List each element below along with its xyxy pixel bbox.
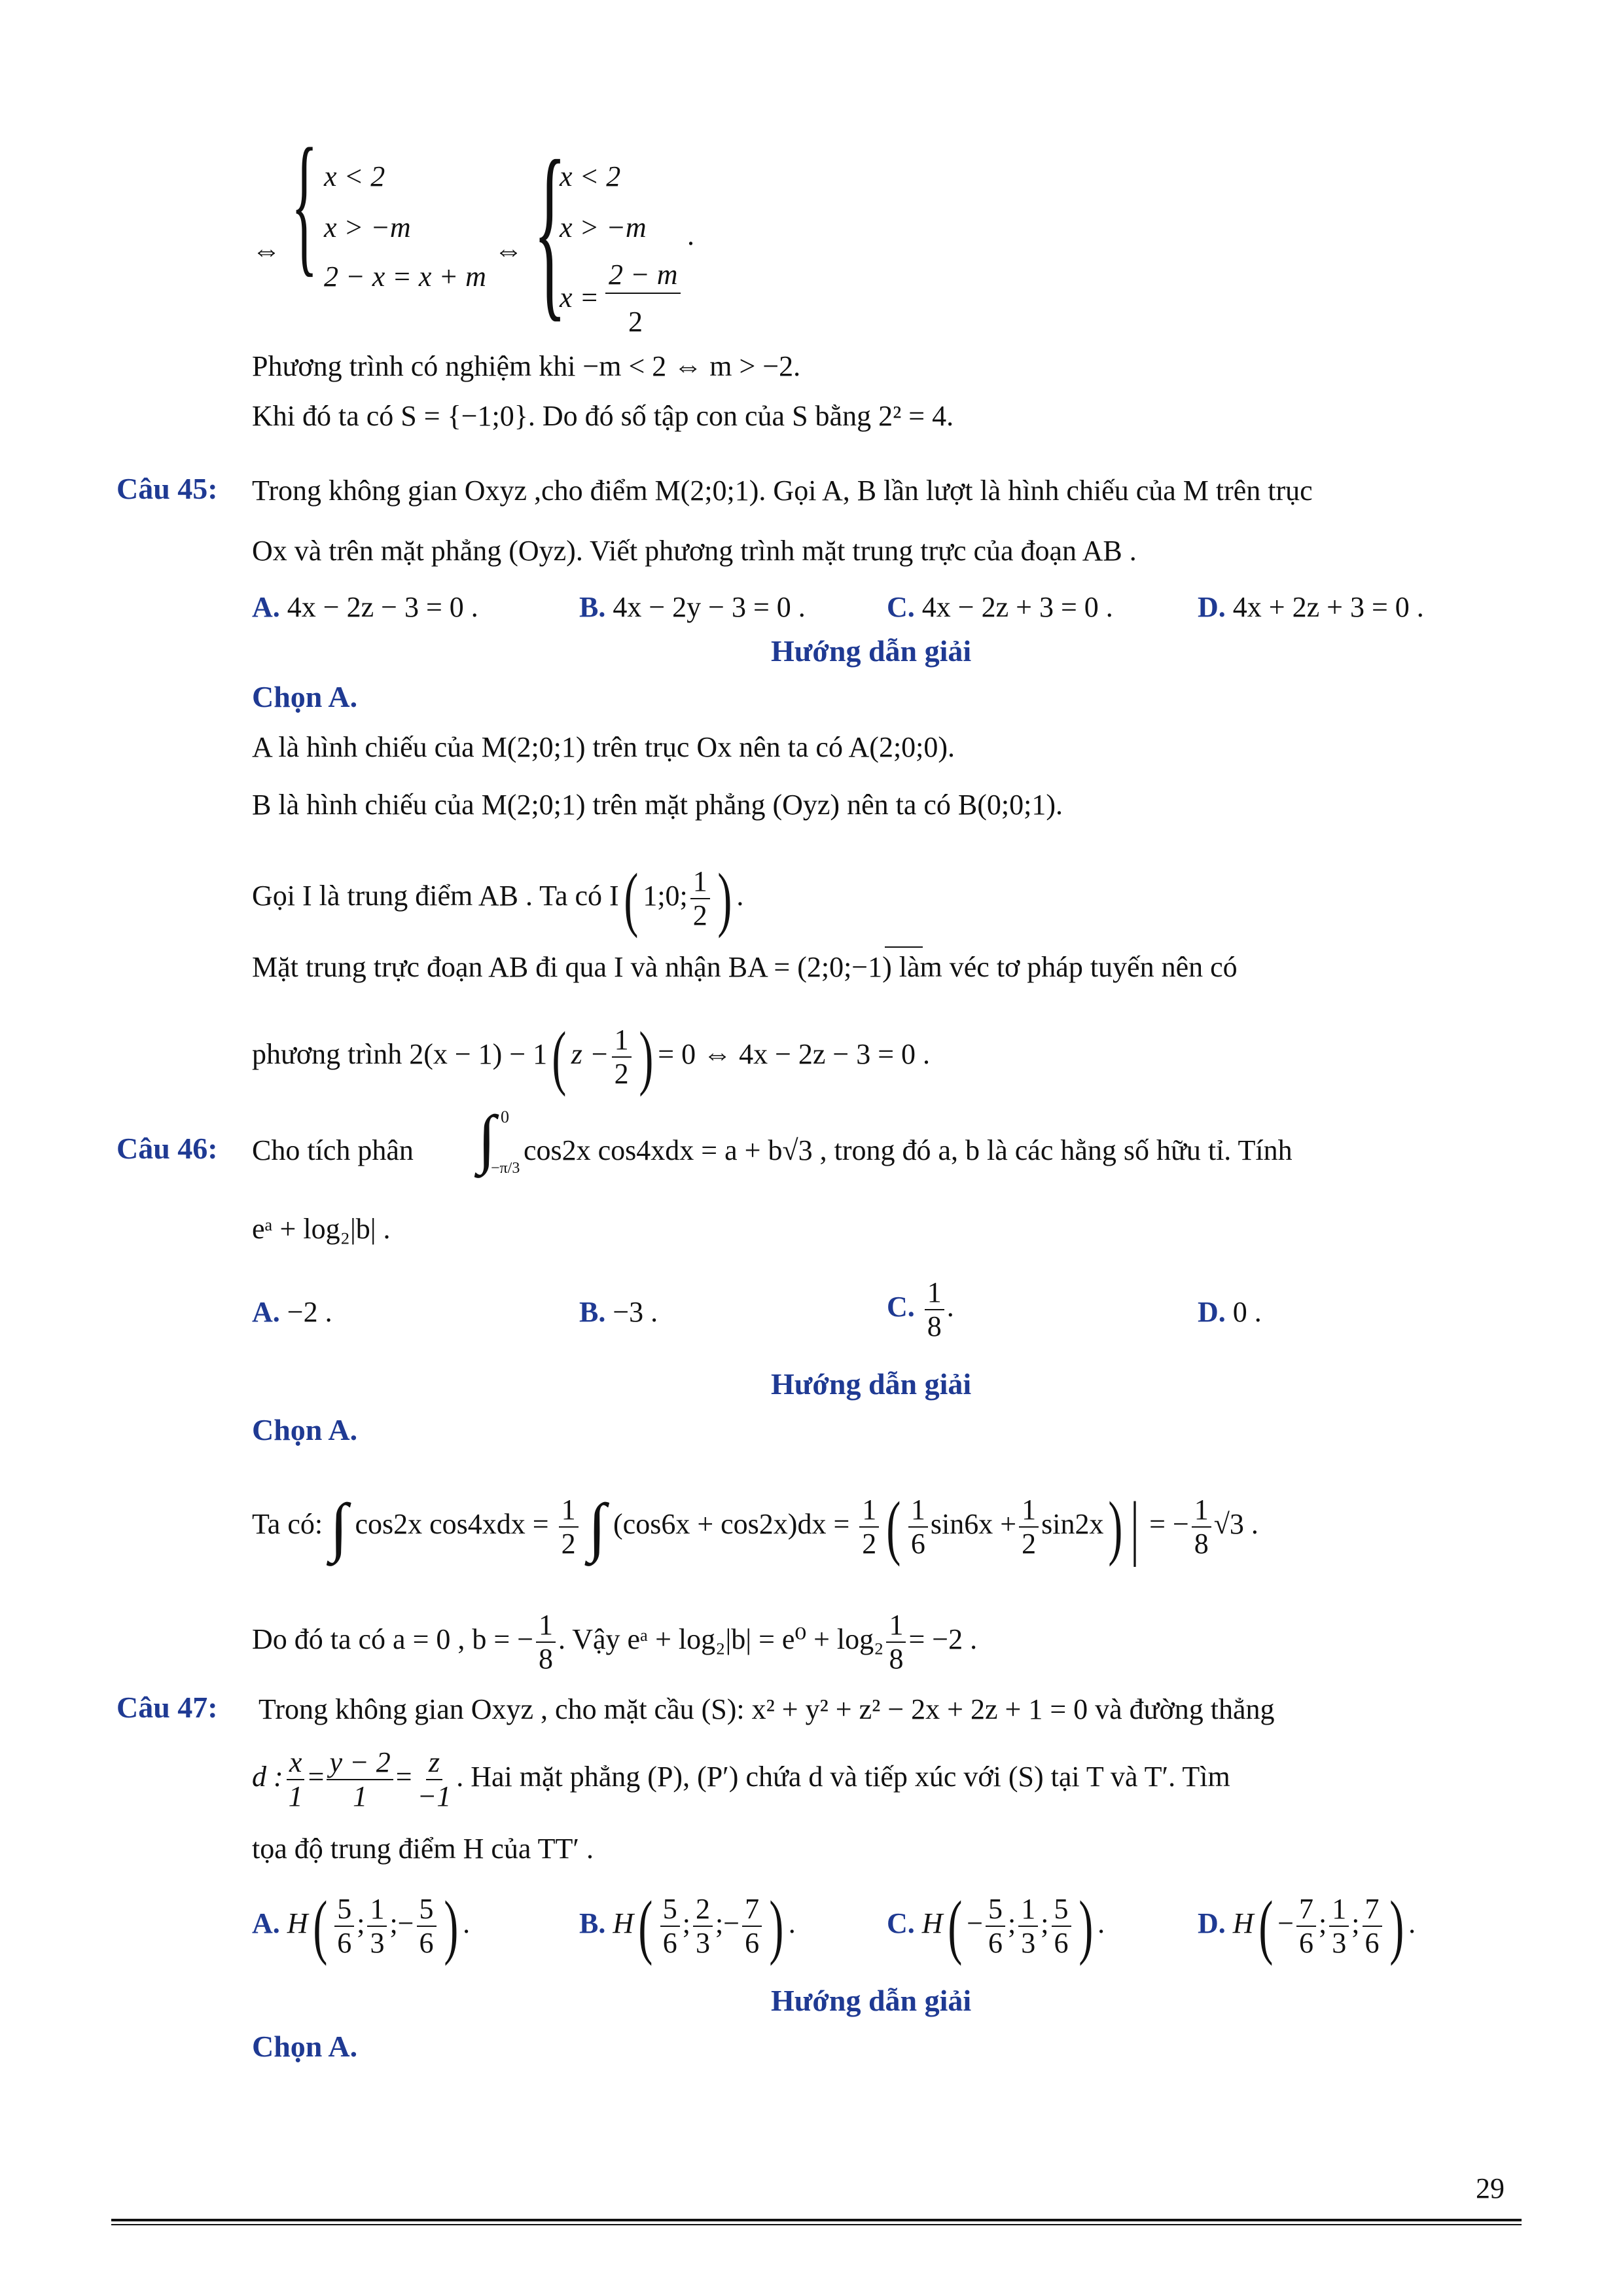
q47-solution-heading: Hướng dẫn giải [771,1984,972,2017]
question-45-text-line2: Ox và trên mặt phẳng (Oyz). Viết phương trình mặt trung trực của đoạn AB . [252,535,1137,567]
question-47-label: Câu 47: [116,1691,218,1724]
question-46-text-b: cos2x cos4xdx = a + b√3 , trong đó a, b là các hằng số hữu tỉ. Tính [524,1134,1293,1166]
q46-option-b: B. −3 . [579,1296,658,1328]
q46-solution-line1: Ta có: ∫ cos2x cos4xdx = $\frac{1}{2}$ ∫ (cos6x + cos2x)dx = $\frac{1}{2}$ ( $\frac{1}{6}$ sin6x + $\frac{1}{2}$ sin2x) | = − $\frac{1}{8}$ √3 . [252,1487,1258,1567]
q46-option-c: C. $\frac{1}{8}$ . [887,1276,954,1342]
footer-rule-thin [111,2224,1522,2225]
integral-lower-1: −π/3 [491,1160,520,1177]
q46-option-d: D. 0 . [1198,1296,1262,1328]
question-47-text-line3: tọa độ trung điểm H của TT′ . [252,1833,594,1865]
question-46-text-line2: eᵃ + log₂|b| . [252,1213,391,1245]
q46-choice: Chọn A. [252,1413,358,1446]
q46-option-a: A. −2 . [252,1296,332,1328]
q45-solution-line1: A là hình chiếu của M(2;0;1) trên trục Ox nên ta có A(2;0;0). [252,731,955,763]
q45-solution-heading: Hướng dẫn giải [771,634,972,668]
iff-symbol-1: ⇔ [252,234,281,266]
integral-sign-1: ∫ [478,1102,496,1175]
system2-frac-bar [605,293,681,294]
q46-solution-heading: Hướng dẫn giải [771,1367,972,1401]
q45-choice: Chọn A. [252,680,358,713]
system2-line2: x > −m [560,211,647,243]
q45-option-a: A. 4x − 2z − 3 = 0 . [252,591,478,623]
question-45-text-line1: Trong không gian Oxyz ,cho điểm M(2;0;1). Gọi A, B lần lượt là hình chiếu của M trên trục [252,475,1313,507]
question-45-label: Câu 45: [116,472,218,505]
q45-solution-line2: B là hình chiếu của M(2;0;1) trên mặt phẳng (Oyz) nên ta có B(0;0;1). [252,789,1063,821]
question-47-text-line1: Trong không gian Oxyz , cho mặt cầu (S): x² + y² + z² − 2x + 2z + 1 = 0 và đường thẳng [259,1693,1275,1725]
page-number: 29 [1476,2172,1505,2204]
q45-solution-line3: Gọi I là trung điểm AB . Ta có I( 1;0; $\frac{1}{2}$ ) . [252,859,744,939]
q47-option-b: B. H( $\frac{5}{6}$ ; $\frac{2}{3}$ ;− $\frac{7}{6}$ ) . [579,1886,796,1966]
question-46-text-a: Cho tích phân [252,1134,414,1166]
vector-bar [885,946,923,948]
system2-line1: x < 2 [560,160,621,192]
q47-option-d: D. H( − $\frac{7}{6}$ ; $\frac{1}{3}$ ; $\frac{7}{6}$ ) . [1198,1886,1416,1966]
q47-choice: Chọn A. [252,2030,358,2063]
question-46-label: Câu 46: [116,1132,218,1165]
q45-solution-line5: phương trình 2(x − 1) − 1( z − $\frac{1}{2}$ ) = 0 ⇔ 4x − 2z − 3 = 0 . [252,1017,931,1097]
q45-solution-line4: Mặt trung trực đoạn AB đi qua I và nhận BA = (2;0;−1) làm véc tơ pháp tuyến nên có [252,951,1238,983]
system2-frac-den: 2 [628,306,643,338]
q45-option-b: B. 4x − 2y − 3 = 0 . [579,591,806,623]
system1-line1: x < 2 [324,160,385,192]
q47-option-c: C. H( − $\frac{5}{6}$ ; $\frac{1}{3}$ ; $\frac{5}{6}$ ) . [887,1886,1105,1966]
left-brace-2: { [533,120,567,338]
prev-solution-line2: Khi đó ta có S = {−1;0}. Do đó số tập con của S bằng 2² = 4. [252,400,954,432]
system2-frac-num: 2 − m [609,259,678,291]
q45-option-c: C. 4x − 2z + 3 = 0 . [887,591,1113,623]
q45-option-d: D. 4x + 2z + 3 = 0 . [1198,591,1424,623]
q46-solution-line2: Do đó ta có a = 0 , b = − $\frac{1}{8}$ . Vậy eᵃ + log₂|b| = e⁰ + log₂ $\frac{1}{8}$ = −2 . [252,1609,978,1675]
left-brace-1: { [291,116,318,290]
system1-line3: 2 − x = x + m [324,260,486,293]
system-end-dot: . [687,219,694,251]
question-47-text-line2: d : $\frac{x}{1}$ = $\frac{y - 2}{1}$ = $\frac{z}{-1}$ . Hai mặt phẳng (P), (P′) chứa d và tiếp xúc với (S) tại T và T′. Tìm [252,1746,1230,1812]
footer-rule-thick [111,2219,1522,2221]
iff-symbol-2: ⇔ [494,234,523,266]
system2-line3-lhs: x = [560,281,599,314]
q47-option-a: A. H( $\frac{5}{6}$ ; $\frac{1}{3}$ ;− $\frac{5}{6}$ ) . [252,1886,471,1966]
system1-line2: x > −m [324,211,411,243]
integral-upper-1: 0 [501,1107,509,1126]
prev-solution-line1: Phương trình có nghiệm khi −m < 2 ⇔ m > −2. [252,350,801,382]
